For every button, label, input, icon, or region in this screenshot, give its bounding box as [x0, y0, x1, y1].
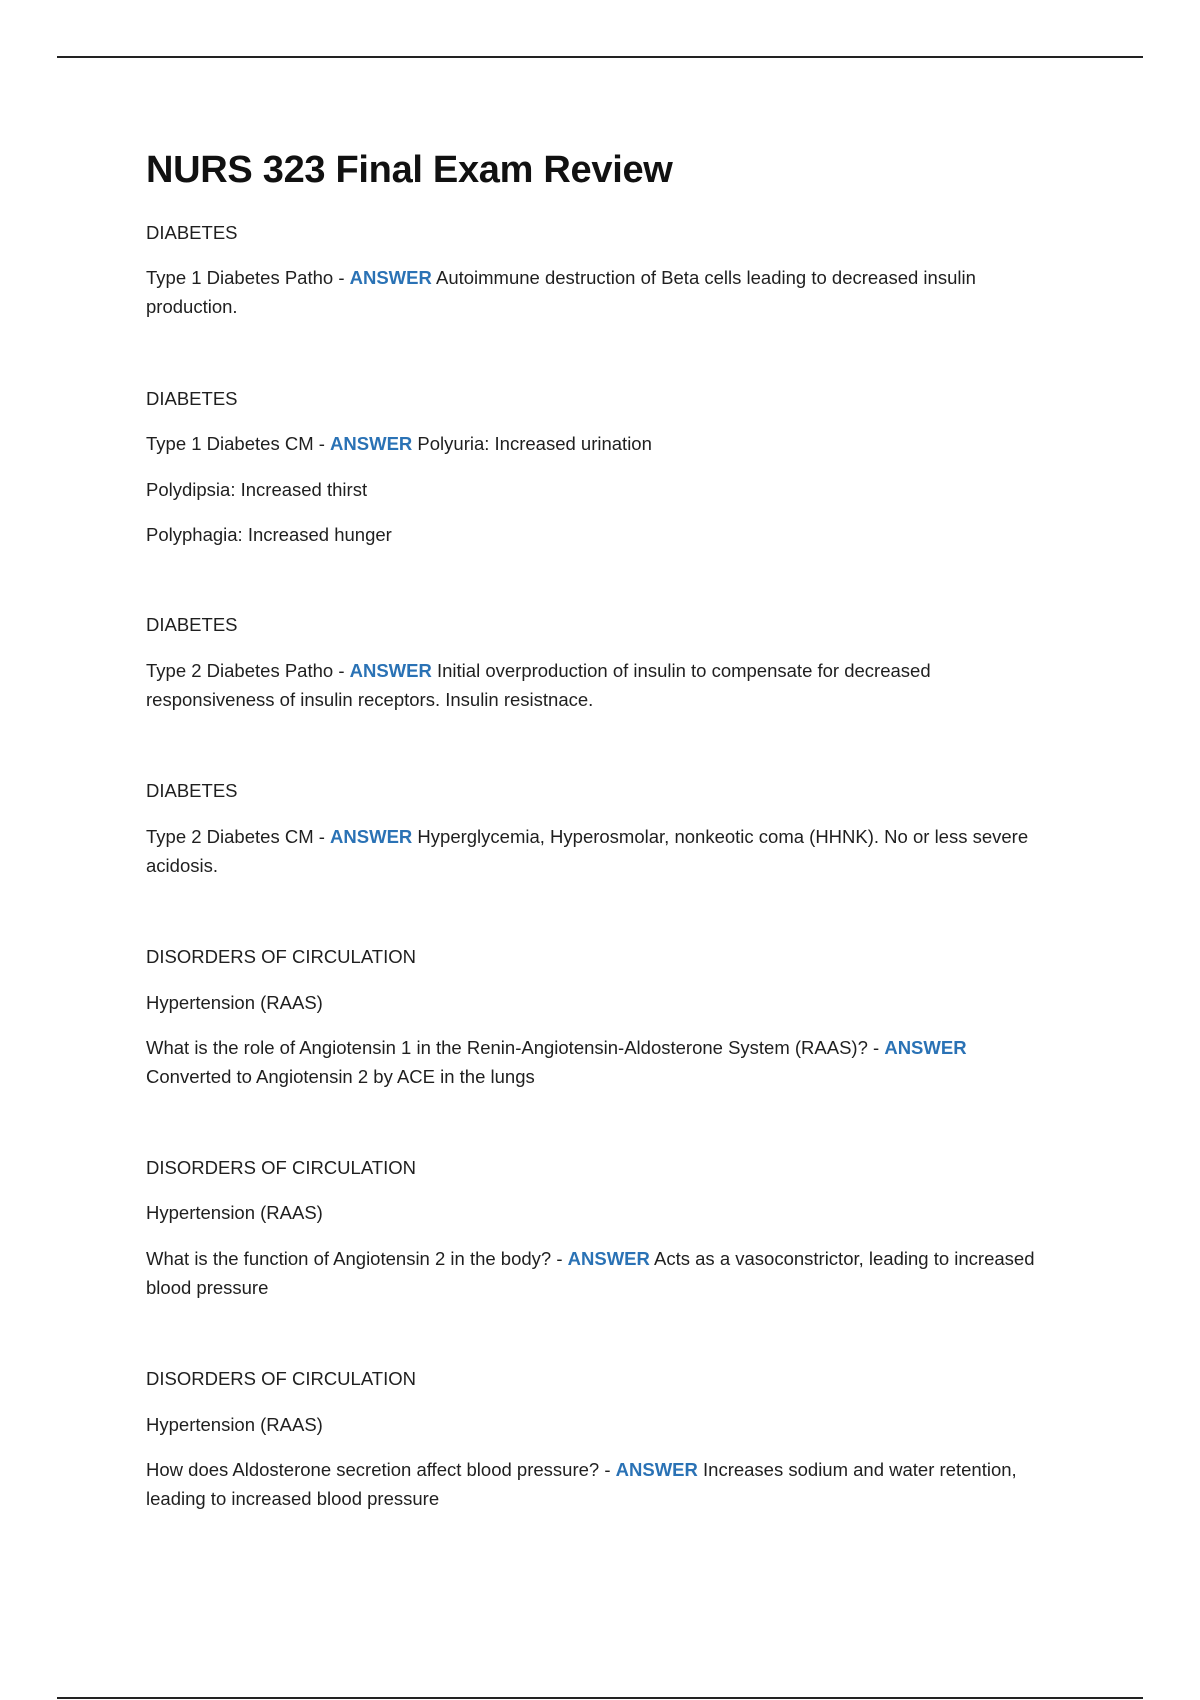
- question-text: Type 1 Diabetes Patho -: [146, 267, 350, 288]
- qa-line: [146, 1455, 1056, 1513]
- category-heading: DIABETES: [146, 614, 238, 635]
- answer-label: ANSWER: [567, 1248, 650, 1269]
- question-text: Type 2 Diabetes Patho -: [146, 660, 350, 681]
- answer-text: Increases sodium and water retention, leading to increased blood pressure: [146, 1459, 1017, 1509]
- question-text: Type 1 Diabetes CM -: [146, 433, 331, 454]
- category-heading: DIABETES: [146, 222, 238, 243]
- qa-line: [146, 1033, 1056, 1091]
- bottom-rule: [57, 1697, 1143, 1699]
- answer-text: Hyperglycemia, Hyperosmolar, nonkeotic coma (HHNK). No or less severe acidosis.: [146, 826, 1029, 876]
- subheading: Hypertension (RAAS): [146, 1202, 323, 1223]
- qa-line: [146, 1244, 1056, 1302]
- answer-label: ANSWER: [330, 433, 413, 454]
- page-title: NURS 323 Final Exam Review: [146, 149, 673, 191]
- question-text: Type 2 Diabetes CM -: [146, 826, 331, 847]
- question-text: How does Aldosterone secretion affect blood pressure? -: [146, 1459, 616, 1480]
- category-heading: DISORDERS OF CIRCULATION: [146, 1368, 416, 1389]
- qa-line: [146, 429, 1056, 458]
- question-text: What is the function of Angiotensin 2 in the body? -: [146, 1248, 568, 1269]
- answer-text: Polyuria: Increased urination: [417, 433, 652, 454]
- answer-text: Initial overproduction of insulin to compensate for decreased responsiveness of insulin receptors. Insulin resistnace.: [146, 660, 931, 710]
- subheading: Hypertension (RAAS): [146, 1414, 323, 1435]
- qa-line: [146, 822, 1056, 880]
- answer-text: Autoimmune destruction of Beta cells leading to decreased insulin production.: [146, 267, 976, 317]
- qa-line: [146, 263, 1056, 321]
- category-heading: DISORDERS OF CIRCULATION: [146, 1157, 416, 1178]
- category-heading: DIABETES: [146, 388, 238, 409]
- question-text: What is the role of Angiotensin 1 in the Renin-Angiotensin-Aldosterone System (RAAS)? -: [146, 1037, 885, 1058]
- answer-continuation: Polyphagia: Increased hunger: [146, 524, 392, 545]
- answer-text: Converted to Angiotensin 2 by ACE in the lungs: [146, 1066, 535, 1087]
- answer-label: ANSWER: [615, 1459, 698, 1480]
- answer-label: ANSWER: [349, 660, 432, 681]
- answer-label: ANSWER: [884, 1037, 967, 1058]
- category-heading: DISORDERS OF CIRCULATION: [146, 946, 416, 967]
- answer-label: ANSWER: [349, 267, 432, 288]
- subheading: Hypertension (RAAS): [146, 992, 323, 1013]
- category-heading: DIABETES: [146, 780, 238, 801]
- answer-continuation: Polydipsia: Increased thirst: [146, 479, 368, 500]
- answer-text: Acts as a vasoconstrictor, leading to increased blood pressure: [146, 1248, 1035, 1298]
- answer-label: ANSWER: [330, 826, 413, 847]
- top-rule: [57, 56, 1143, 58]
- qa-line: [146, 656, 1056, 714]
